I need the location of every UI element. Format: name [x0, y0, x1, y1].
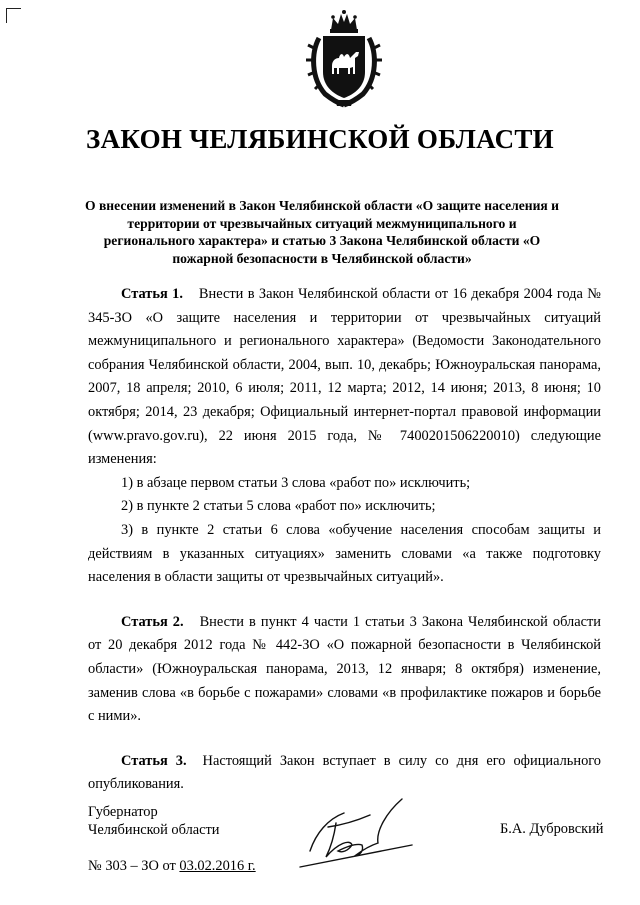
article-label: Статья 1. — [121, 286, 183, 302]
article-text: Внести в Закон Челябинской области от 16 декабря 2004 года № 345-ЗО «О защите населения и территории от чрезвычайных ситуаций межмуниципального и регионального характера» (Ведомости Законодательного собрания Челябинской области, 2004, вып. 10, декабрь; Южноуральская панорама, 2007, 18 апреля; 2010, 6 июля; 2011, 12 марта; 2012, 14 июня; 2013, 8 июня; 10 октября; 2014, 23 декабря; Официальный интернет-портал правовой информации (www.pravo.gov.ru), 22 июня 2015 года, № 7400201506220010) следующие изменения: — [88, 286, 601, 468]
page-title: ЗАКОН ЧЕЛЯБИНСКОЙ ОБЛАСТИ — [86, 124, 554, 154]
law-date: 03.02.2016 г. — [179, 858, 256, 874]
law-number — [88, 858, 256, 875]
signer-name: Б.А. Дубровский — [500, 821, 604, 837]
article-label: Статья 2. — [121, 613, 184, 630]
list-item: 3) в пункте 2 статьи 6 слова «обучение населения способам защиты и действиям в указанных ситуациях» заменить словами «а также подготовку населения в области защиты от чрезвычайных ситуаций». — [88, 521, 601, 586]
article-2 — [88, 611, 601, 729]
page-corner-mark — [6, 8, 21, 23]
law-subtitle: О внесении изменений в Закон Челябинской области «О защите населения и территории от чрезвычайных ситуаций межмуниципального и регионального характера» и статью 3 Закона Челябинской области «О пожарной безопасности в Челябинской области» — [84, 198, 560, 266]
law-body — [88, 283, 601, 797]
list-item: 2) в пункте 2 статьи 5 слова «работ по» исключить; — [121, 498, 436, 515]
article-3 — [88, 750, 601, 797]
signer-position: Губернатор — [88, 804, 158, 820]
article-label: Статья 3. — [121, 752, 187, 769]
handwritten-signature — [290, 793, 418, 877]
signer-title — [88, 803, 220, 839]
article-text: Настоящий Закон вступает в силу со дня его официального опубликования. — [88, 752, 602, 793]
article-1 — [88, 283, 601, 472]
chelyabinsk-coat-of-arms-icon — [305, 8, 383, 110]
law-number-value: № 303 – ЗО — [88, 858, 159, 874]
law-date-prefix: от — [162, 858, 176, 874]
list-item: 1) в абзаце первом статьи 3 слова «работ по» исключить; — [121, 474, 471, 491]
signer-region: Челябинской области — [88, 822, 220, 838]
article-text: Внести в пункт 4 части 1 статьи 3 Закона Челябинской области от 20 декабря 2012 года № 442-ЗО «О пожарной безопасности в Челябинской области» (Южноуральская панорама, 2013, 12 января; 8 октября) изменение, заменив слова «в борьбе с пожарами» словами «в профилактике пожаров и борьбе с ними». — [88, 613, 601, 725]
